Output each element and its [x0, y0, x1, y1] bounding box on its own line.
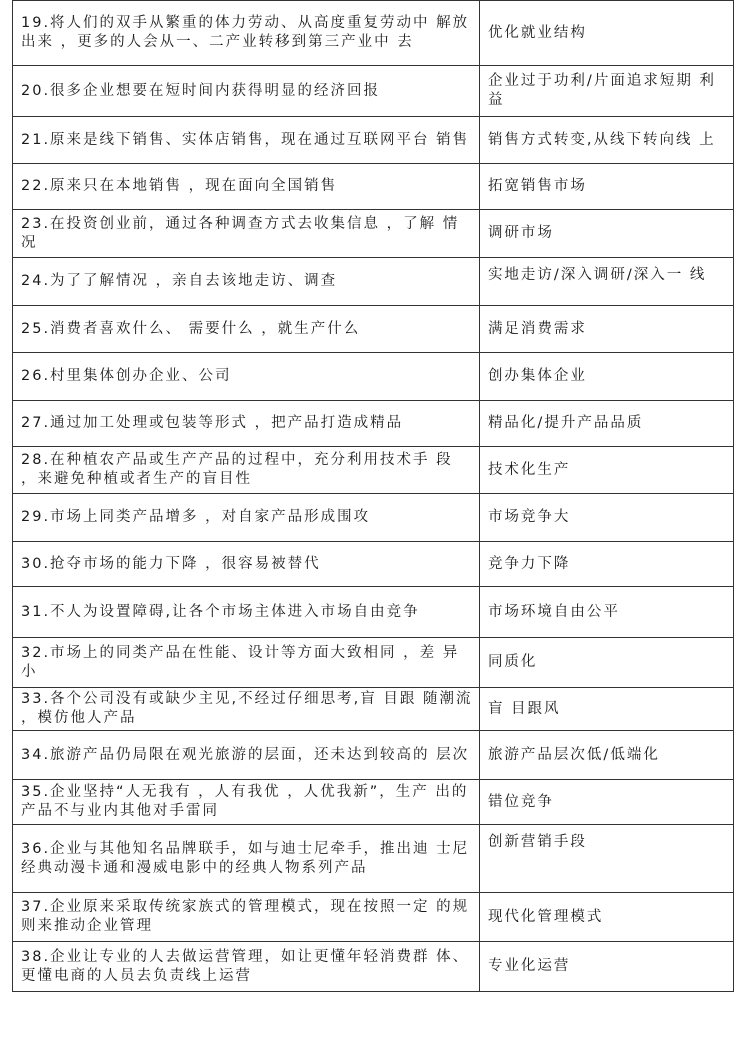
- row-description: 23.在投资创业前，通过各种调查方式去收集信息 ，了解 情况: [13, 210, 480, 258]
- row-term: 盲 目跟风: [479, 688, 733, 731]
- row-term: 创新营销手段: [479, 825, 733, 893]
- row-description: 25.消费者喜欢什么、 需要什么 ，就生产什么: [13, 306, 480, 353]
- row-description: 21.原来是线下销售、实体店销售，现在通过互联网平台 销售: [13, 117, 480, 164]
- row-description: 22.原来只在本地销售 ，现在面向全国销售: [13, 164, 480, 210]
- table-row: [13, 401, 734, 447]
- row-description: 29.市场上同类产品增多 ，对自家产品形成围攻: [13, 494, 480, 542]
- row-description: 36.企业与其他知名品牌联手，如与迪士尼牵手，推出迪 士尼经典动漫卡通和漫威电影中的经典人物系列产品: [13, 825, 480, 893]
- row-description: 32.市场上的同类产品在性能、设计等方面大致相同 ，差 异小: [13, 638, 480, 688]
- table-row: [13, 117, 734, 164]
- table-row: [13, 731, 734, 780]
- row-term: 现代化管理模式: [479, 893, 733, 942]
- row-term: 同质化: [479, 638, 733, 688]
- row-description: 27.通过加工处理或包装等形式 ，把产品打造成精品: [13, 401, 480, 447]
- table-row: [13, 638, 734, 688]
- terms-sheet: [12, 0, 736, 992]
- table-row: [13, 542, 734, 587]
- table-row: [13, 942, 734, 992]
- table-row: [13, 258, 734, 306]
- row-description: 38.企业让专业的人去做运营管理，如让更懂年轻消费群 体、更懂电商的人员去负责线上运营: [13, 942, 480, 992]
- row-description: 19.将人们的双手从繁重的体力劳动、从高度重复劳动中 解放出来 ，更多的人会从一、二产业转移到第三产业中 去: [13, 1, 480, 66]
- row-term: 竞争力下降: [479, 542, 733, 587]
- table-row: [13, 825, 734, 893]
- row-description: 37.企业原来采取传统家族式的管理模式，现在按照一定 的规则来推动企业管理: [13, 893, 480, 942]
- row-term: 旅游产品层次低/低端化: [479, 731, 733, 780]
- row-term: 市场环境自由公平: [479, 587, 733, 638]
- row-term: 专业化运营: [479, 942, 733, 992]
- table-row: [13, 66, 734, 117]
- row-description: 24.为了了解情况 ，亲自去该地走访、调查: [13, 258, 480, 306]
- table-row: [13, 587, 734, 638]
- row-description: 31.不人为设置障碍,让各个市场主体进入市场自由竞争: [13, 587, 480, 638]
- row-term: 企业过于功利/片面追求短期 利益: [479, 66, 733, 117]
- row-description: 26.村里集体创办企业、公司: [13, 353, 480, 401]
- table-row: [13, 494, 734, 542]
- row-term: 拓宽销售市场: [479, 164, 733, 210]
- terms-table: [12, 0, 734, 992]
- table-row: [13, 893, 734, 942]
- row-description: 30.抢夺市场的能力下降 ，很容易被替代: [13, 542, 480, 587]
- table-row: [13, 1, 734, 66]
- row-term: 销售方式转变,从线下转向线 上: [479, 117, 733, 164]
- table-row: [13, 447, 734, 494]
- row-description: 28.在种植农产品或生产产品的过程中，充分利用技术手 段 ，来避免种植或者生产的盲目性: [13, 447, 480, 494]
- row-description: 34.旅游产品仍局限在观光旅游的层面，还未达到较高的 层次: [13, 731, 480, 780]
- row-term: 市场竞争大: [479, 494, 733, 542]
- table-row: [13, 688, 734, 731]
- row-term: 创办集体企业: [479, 353, 733, 401]
- table-row: [13, 780, 734, 825]
- table-row: [13, 353, 734, 401]
- row-term: 优化就业结构: [479, 1, 733, 66]
- row-description: 20.很多企业想要在短时间内获得明显的经济回报: [13, 66, 480, 117]
- table-row: [13, 164, 734, 210]
- row-description: 35.企业坚持“人无我有 ，人有我优 ，人优我新”，生产 出的产品不与业内其他对手雷同: [13, 780, 480, 825]
- row-term: 技术化生产: [479, 447, 733, 494]
- row-term: 精品化/提升产品品质: [479, 401, 733, 447]
- row-term: 实地走访/深入调研/深入一 线: [479, 258, 733, 306]
- row-description: 33.各个公司没有或缺少主见,不经过仔细思考,盲 目跟 随潮流 ，模仿他人产品: [13, 688, 480, 731]
- row-term: 调研市场: [479, 210, 733, 258]
- row-term: 错位竞争: [479, 780, 733, 825]
- table-row: [13, 306, 734, 353]
- row-term: 满足消费需求: [479, 306, 733, 353]
- table-row: [13, 210, 734, 258]
